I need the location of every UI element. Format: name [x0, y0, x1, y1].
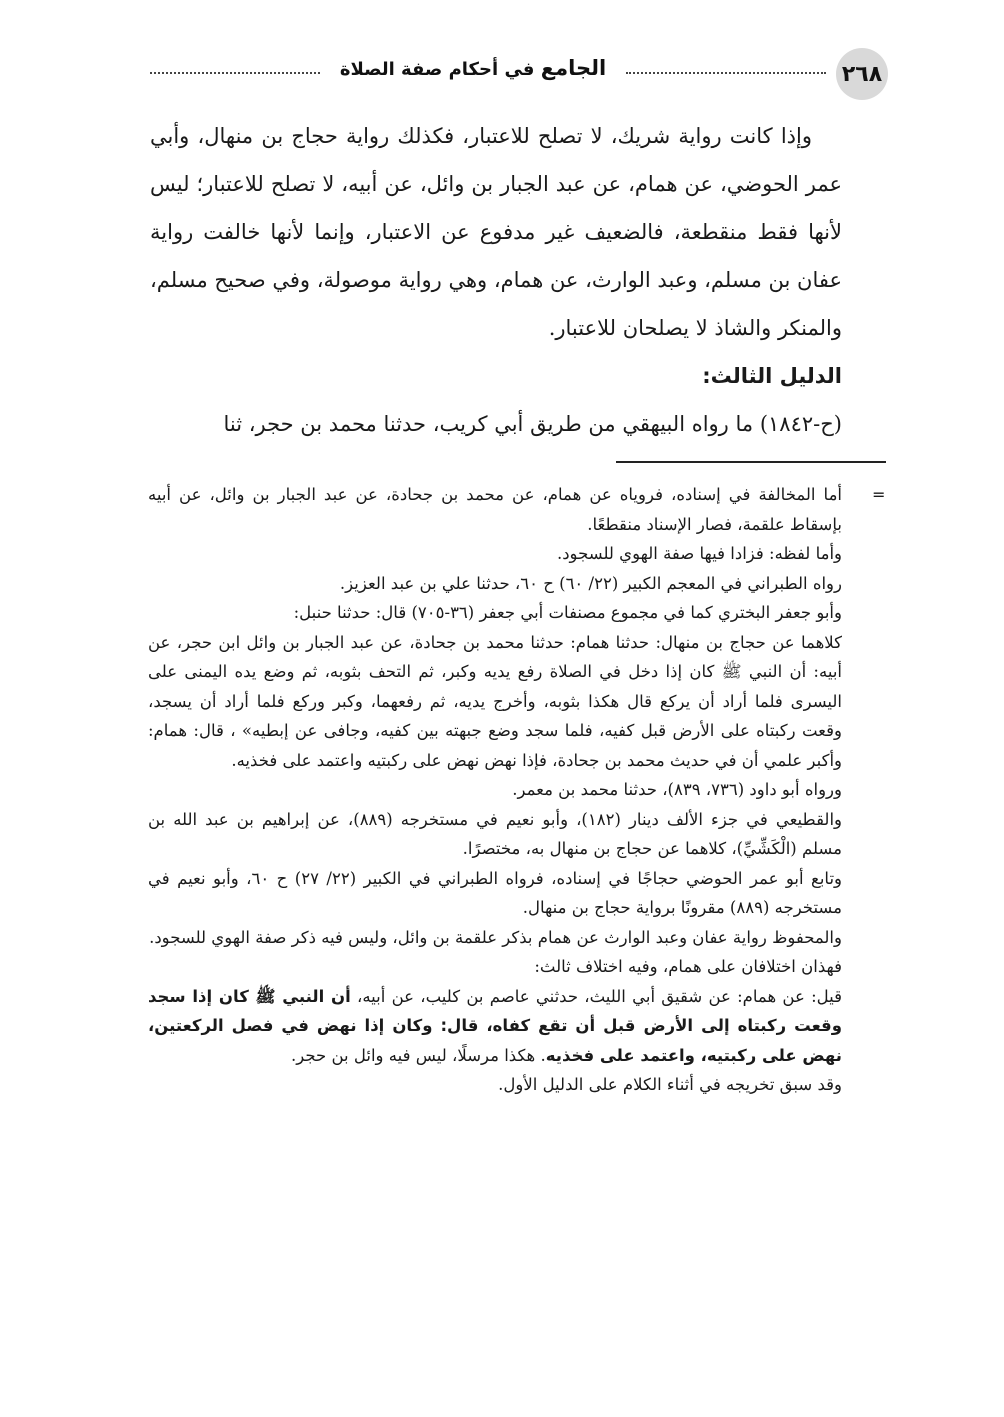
- header-dots-right: [626, 72, 826, 74]
- footnote-line: ورواه أبو داود (٧٣٦، ٨٣٩)، حدثنا محمد بن معمر.: [512, 780, 842, 799]
- paragraph-2: (ح-١٨٤٢) ما رواه البيهقي من طريق أبي كريب، حدثنا محمد بن حجر، ثنا: [223, 412, 842, 436]
- footnote-line: والمحفوظ رواية عفان وعبد الوارث عن همام بذكر علقمة بن وائل، وليس فيه ذكر صفة الهوي للسجود.: [149, 927, 842, 947]
- footnote-bold-text: أن النبي ﷺ كان إذا سجد وقعت ركبتاه إلى الأرض قبل أن تقع كفاه، قال: وكان إذا نهض في فصل الركعتين، نهض على ركبتيه، واعتمد على فخذيه: [148, 986, 842, 1065]
- footnote-line: وتابع أبو عمر الحوضي حجاجًا في إسناده، فرواه الطبراني في الكبير (٢٢/ ٢٧) ح ٦٠، وأبو نعيم في مستخرجه (٨٨٩) مقرونًا برواية حجاج بن منهال.: [148, 868, 842, 917]
- title-middle: ﻓﻲ: [504, 59, 535, 80]
- footnote-line: وأما لفظه: فزادا فيها صفة الهوي للسجود.: [556, 544, 842, 563]
- page-number: ٢٦٨: [836, 48, 888, 100]
- footnote-line: والقطيعي في جزء الألف دينار (١٨٢)، وأبو نعيم في مستخرجه (٨٨٩)، عن إبراهيم بن عبد الله بن مسلم (الْكَشِّيِّ)، كلاهما عن حجاج بن منهال به، مختصرًا.: [148, 809, 843, 858]
- footnote-line: فهذان اختلافان على همام، وفيه اختلاف ثالث:: [534, 957, 842, 976]
- footnote-continuation-mark: =: [872, 485, 886, 504]
- footnote-line: كلاهما عن حجاج بن منهال: حدثنا همام: حدثنا محمد بن جحادة، عن عبد الجبار بن وائل ابن حجر، عن أبيه: أن النبي ﷺ كان إذا دخل في الصلاة رفع يديه وكبر، ثم التحف بثوبه، ثم وضع يده اليمنى على اليسرى فلما أراد أن يركع قال هكذا بثوبه، وأخرج يديه، ثم رفعهما، وكبر وركع فلما أراد أن يسجد، وقعت ركبتاه على الأرض قبل كفيه، فلما سجد وضع جبهته بين كفيه، وجافى عن إبطيه» ، قال: همام: وأكبر علمي أن في حديث محمد بن جحادة، فإذا نهض نهض على ركبتيه واعتمد على فخذيه.: [148, 632, 843, 770]
- footnote-divider: [616, 461, 886, 463]
- header-dots-left: [150, 72, 320, 74]
- footnote-line: وقد سبق تخريجه في أثناء الكلام على الدليل الأول.: [498, 1075, 842, 1094]
- footnote-text: قيل: عن همام: عن شقيق أبي الليث، حدثني عاصم بن كليب، عن أبيه،: [350, 986, 842, 1006]
- footnote-line: وأبو جعفر البختري كما في مجموع مصنفات أبي جعفر (٣٦-٧٠٥) قال: حدثنا حنبل:: [293, 603, 842, 622]
- main-text: [150, 112, 842, 448]
- title-rest: أحكام صفة الصلاة: [339, 59, 499, 80]
- running-header: [328, 56, 618, 80]
- book-title: الجامع: [540, 56, 607, 80]
- footnote-line: [148, 982, 842, 1071]
- footnote-text: . هكذا مرسلًا، ليس فيه وائل بن حجر.: [291, 1045, 546, 1065]
- footnotes: [148, 480, 842, 1100]
- paragraph-1: وإذا كانت رواية شريك، لا تصلح للاعتبار، فكذلك رواية حجاج بن منهال، وأبي عمر الحوضي، عن همام، عن عبد الجبار بن وائل، عن أبيه، لا تصلح للاعتبار؛ ليس لأنها فقط منقطعة، فالضعيف غير مدفوع عن الاعتبار، وإنما لأنها خالفت رواية عفان بن مسلم، وعبد الوارث، عن همام، وهي رواية موصولة، وفي صحيح مسلم، والمنكر والشاذ لا يصلحان للاعتبار.: [150, 124, 842, 340]
- section-heading: الدليل الثالث:: [702, 364, 842, 388]
- footnote-line: رواه الطبراني في المعجم الكبير (٢٢/ ٦٠) ح ٦٠، حدثنا علي بن عبد العزيز.: [339, 573, 842, 593]
- footnote-line: أما المخالفة في إسناده، فروياه عن همام، عن محمد بن جحادة، عن عبد الجبار بن وائل، عن أبيه بإسقاط علقمة، فصار الإسناد منقطعًا.: [148, 485, 842, 534]
